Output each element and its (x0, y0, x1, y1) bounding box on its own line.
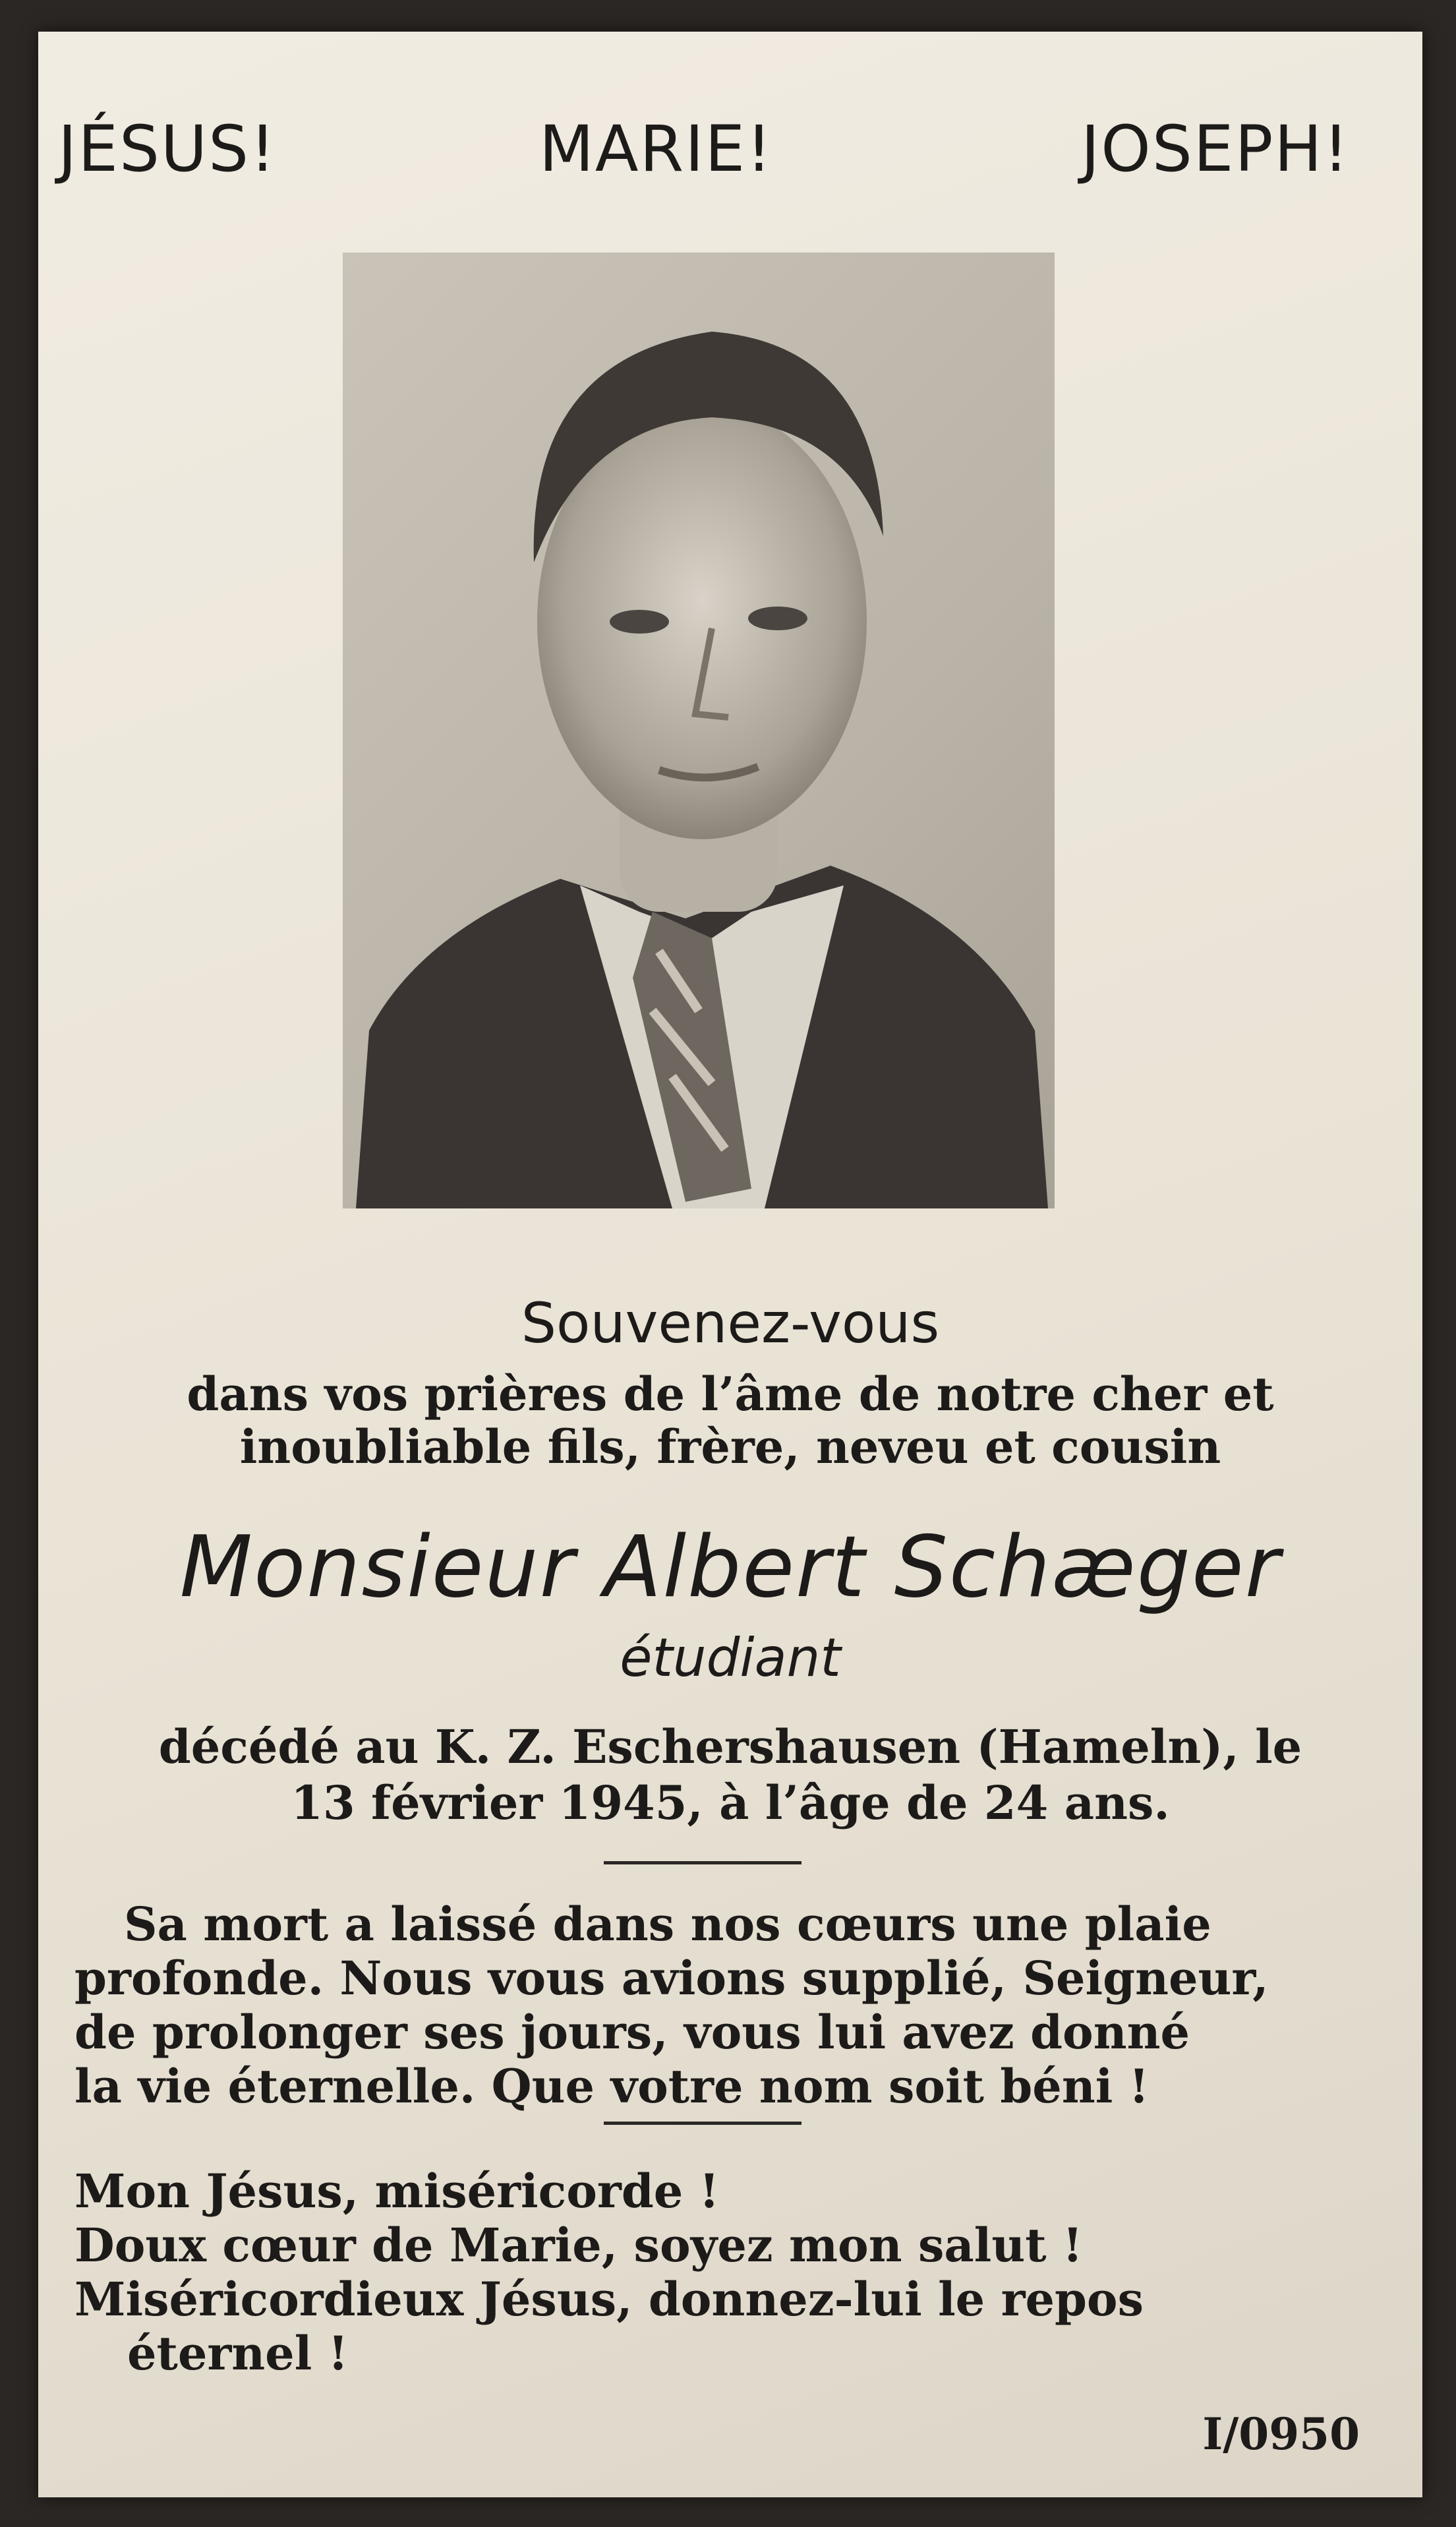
header-joseph: JOSEPH! (1080, 112, 1350, 186)
reference-number: I/0950 (1202, 2408, 1360, 2460)
closing-line: Miséricordieux Jésus, donnez-lui le repos (74, 2272, 1144, 2327)
deceased-name: Monsieur Albert Schæger (179, 1518, 1281, 1617)
intro-line-2: inoubliable fils, frère, neveu et cousin (239, 1419, 1221, 1474)
header-jesus: JÉSUS! (58, 112, 277, 186)
header-marie: MARIE! (539, 112, 773, 186)
death-line-2: 13 février 1945, à l’âge de 24 ans. (291, 1775, 1170, 1830)
closing-line: Doux cœur de Marie, soyez mon salut ! (74, 2218, 1083, 2273)
closing-prayers (74, 2164, 1333, 2381)
tribute-line: Sa mort a laissé dans nos cœurs une plaie (124, 1897, 1211, 1951)
tribute-line: la vie éternelle. Que votre nom soit béni ! (74, 2059, 1150, 2114)
divider-1 (604, 1861, 801, 1864)
closing-line: éternel ! (127, 2326, 349, 2381)
tribute-paragraph (74, 1897, 1333, 2114)
death-line-1: décédé au K. Z. Eschershausen (Hameln), le (158, 1719, 1302, 1774)
tribute-line: de prolonger ses jours, vous lui avez donné (74, 2005, 1190, 2060)
intro-line-1: dans vos prières de l’âme de notre cher et (187, 1367, 1274, 1421)
tribute-line: profonde. Nous vous avions supplié, Seigneur, (74, 1951, 1269, 2006)
deceased-occupation: étudiant (620, 1627, 841, 1688)
portrait-illustration (343, 253, 1055, 1208)
portrait-photo (343, 253, 1055, 1208)
memorial-card (38, 32, 1422, 2497)
closing-line: Mon Jésus, miséricorde ! (74, 2164, 720, 2218)
divider-2 (604, 2122, 801, 2125)
souvenez-heading: Souvenez-vous (521, 1291, 940, 1355)
